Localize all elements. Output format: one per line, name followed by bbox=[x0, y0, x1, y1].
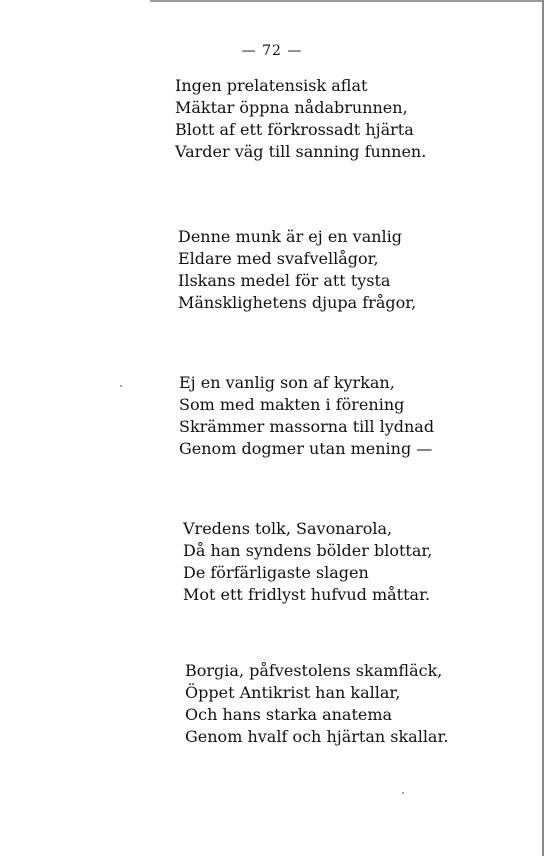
verse-line: Genom dogmer utan mening — bbox=[179, 439, 433, 458]
verse-line: Då han syndens bölder blottar, bbox=[183, 541, 433, 560]
page-number: — 72 — bbox=[241, 43, 303, 59]
verse-line: Borgia, påfvestolens skamfläck, bbox=[185, 661, 443, 680]
verse-line: Varder väg till sanning funnen. bbox=[175, 142, 427, 161]
verse-line: Mot ett fridlyst hufvud måttar. bbox=[183, 585, 431, 604]
verse-line: Mäktar öppna nådabrunnen, bbox=[175, 98, 408, 117]
stanza-4 bbox=[183, 518, 432, 606]
verse-line: Skrämmer massorna till lydnad bbox=[179, 417, 435, 436]
paper-speck bbox=[120, 385, 122, 387]
stanza-2 bbox=[178, 226, 416, 314]
verse-line: Ilskans medel för att tysta bbox=[178, 271, 391, 290]
verse-line: Ej en vanlig son af kyrkan, bbox=[179, 373, 395, 392]
stanza-3 bbox=[179, 372, 434, 460]
paper-speck bbox=[402, 792, 404, 794]
verse-line: Som med makten i förening bbox=[179, 395, 405, 414]
top-edge-rule bbox=[150, 0, 544, 2]
verse-line: Vredens tolk, Savonarola, bbox=[183, 519, 393, 538]
verse-line: Eldare med svafvellågor, bbox=[178, 249, 379, 268]
verse-line: Ingen prelatensisk aflat bbox=[175, 76, 368, 95]
verse-line: Och hans starka anatema bbox=[185, 705, 393, 724]
verse-line: Denne munk är ej en vanlig bbox=[178, 227, 403, 246]
stanza-5 bbox=[185, 660, 448, 748]
verse-line: Öppet Antikrist han kallar, bbox=[185, 683, 401, 702]
verse-line: Genom hvalf och hjärtan skallar. bbox=[185, 727, 449, 746]
verse-line: Mänsklighetens djupa frågor, bbox=[178, 293, 417, 312]
stanza-1 bbox=[175, 75, 426, 163]
verse-line: De förfärligaste slagen bbox=[183, 563, 369, 582]
verse-line: Blott af ett förkrossadt hjärta bbox=[175, 120, 414, 139]
